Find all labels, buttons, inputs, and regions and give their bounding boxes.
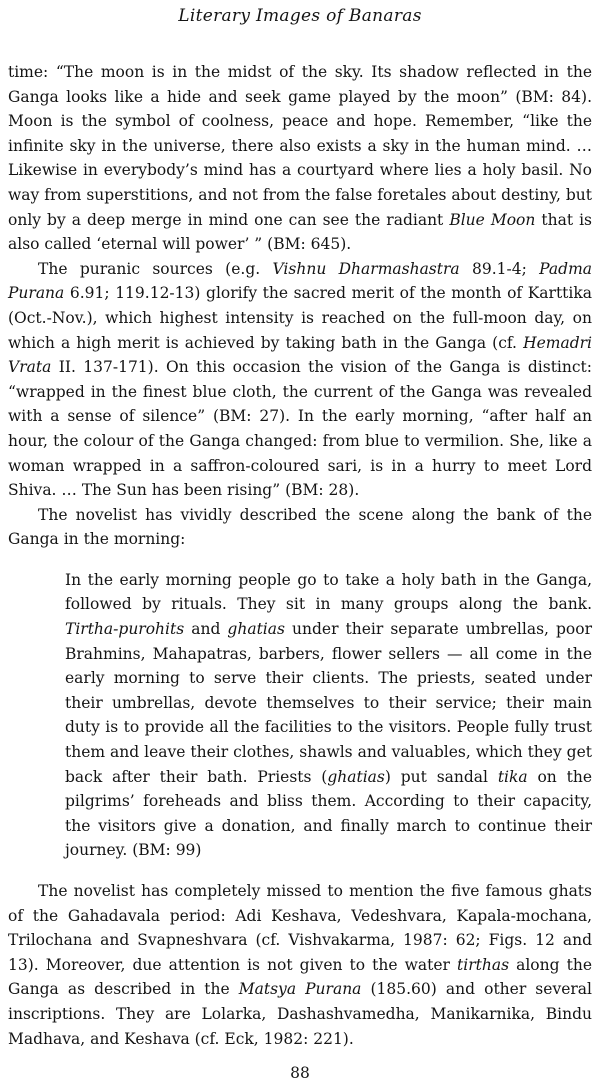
paragraph-1 (8, 60, 592, 257)
text-run: along the Ganga as described in the (8, 955, 592, 999)
italic-text-run: Vishnu Dharmashastra (272, 259, 460, 278)
text-run: ) put sandal (384, 767, 498, 786)
text-run: The puranic sources (e.g. (38, 259, 273, 278)
italic-text-run: ghatias (227, 620, 285, 639)
text-run: The novelist has completely missed to mention the five famous ghats of the Gahadavala period: Adi Keshava, Vedeshvara, Kapala-mochana, Trilochana and Svapneshvara (cf. Vishvakarma, 1987: 62; Figs. 12 and 13). Moreover, due attention is not given to the water (8, 882, 592, 974)
text-run: 6.91; 119.12-13) glorify the sacred merit of the month of Karttika (Oct.-Nov.), which highest intensity is reached on the full-moon day, on which a high merit is achieved by taking bath in the Ganga (cf. (8, 284, 592, 352)
text-run: 89.1-4; (459, 259, 540, 278)
italic-text-run: Hemadri Vrata (8, 333, 592, 377)
italic-text-run: tika (497, 767, 528, 786)
italic-text-run: ghatias (327, 767, 385, 786)
italic-text-run: Matsya Purana (238, 980, 362, 999)
italic-text-run: Padma Purana (8, 259, 593, 303)
italic-text-run: tirthas (457, 955, 510, 974)
text-run: and (184, 620, 228, 639)
text-run: on the pilgrims’ foreheads and bliss them. According to their capacity, the visitors give a donation, and finally march to continue their journey. (BM: 99) (65, 767, 592, 860)
text-run: (185.60) and other several inscriptions. They are Lolarka, Dashashvamedha, Manikarnika, Bindu Madhava, and Keshava (cf. Eck, 1982: 221). (8, 980, 592, 1048)
body-text (8, 60, 592, 1051)
paragraph-2 (8, 257, 592, 503)
text-run: time: “The moon is in the midst of the sky. Its shadow reflected in the Ganga looks like a hide and seek game played by the moon” (BM: 84). Moon is the symbol of coolness, peace and hope. Remember, “like the infinite sky in the universe, there also exists a sky in the human mind. … Likewise in everybody’s mind has a courtyard where lies a holy basil. No way from superstitions, and not from the false foretales about destiny, but only by a deep merge in mind one can see the radiant (8, 63, 592, 229)
italic-text-run: Tirtha-purohits (65, 620, 185, 639)
paragraph-3 (8, 503, 592, 552)
page-number: 88 (290, 1064, 310, 1082)
text-run: In the early morning people go to take a holy bath in the Ganga, followed by rituals. They sit in many groups along the bank. (65, 570, 592, 614)
text-run: The novelist has vividly described the scene along the bank of the Ganga in the morning: (8, 505, 592, 549)
text-run: that is also called ‘eternal will power’ ” (BM: 645). (8, 210, 592, 254)
paragraph-4 (8, 879, 592, 1051)
block-quote (8, 568, 592, 863)
italic-text-run: Blue Moon (449, 210, 536, 229)
text-run: II. 137-171). On this occasion the vision of the Ganga is distinct: “wrapped in the finest blue cloth, the current of the Ganga was revealed with a sense of silence” (BM: 27). In the early morning, “after half an hour, the colour of the Ganga changed: from blue to vermilion. She, like a woman wrapped in a saffron-coloured sari, is in a hurry to meet Lord Shiva. … The Sun has been rising” (BM: 28). (8, 358, 592, 500)
text-run: under their separate umbrellas, poor Brahmins, Mahapatras, barbers, flower sellers — all come in the early morning to serve their clients. The priests, seated under their umbrellas, devote themselves to their service; their main duty is to provide all the facilities to the visitors. People fully trust them and leave their clothes, shawls and valuables, which they get back after their bath. Priests ( (65, 620, 592, 786)
running-header: Literary Images of Banaras (178, 6, 422, 26)
